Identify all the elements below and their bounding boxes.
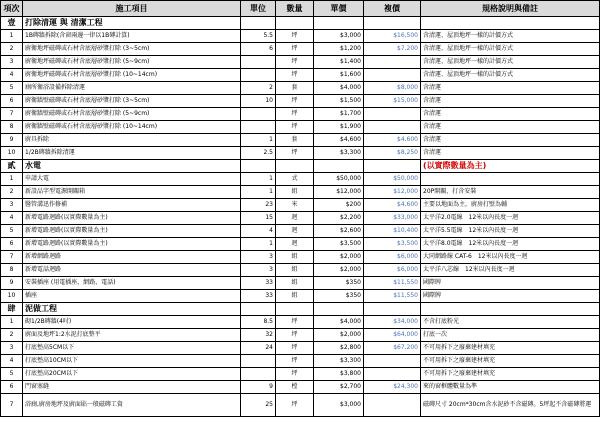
unit-cell: 2: [241, 82, 276, 95]
unit-cell: [241, 368, 276, 381]
item-no-cell: 7: [1, 108, 23, 121]
total-price-cell: $3,500: [364, 238, 421, 251]
unit-price-cell: $1,400: [314, 56, 364, 69]
empty-cell: [314, 160, 364, 173]
quantity-cell: 坪: [276, 355, 314, 368]
item-name-cell: 新設品字型電源開關箱: [23, 186, 241, 199]
remark-cell: 來的窗框體數量為準: [421, 381, 600, 394]
unit-cell: 3: [241, 264, 276, 277]
total-price-cell: [364, 368, 421, 381]
item-no-cell: 5: [1, 368, 23, 381]
unit-price-cell: $1,500: [314, 95, 364, 108]
item-name-cell: 打底墊高20CM以下: [23, 368, 241, 381]
item-no-cell: 1: [1, 173, 23, 186]
table-row: [1, 251, 600, 264]
section-title: 打除清運 與 清潔工程: [23, 17, 241, 30]
total-price-cell: [364, 108, 421, 121]
item-name-cell: 砌1/2B磚牆(4吋): [23, 316, 241, 329]
item-no-cell: 5: [1, 225, 23, 238]
total-price-cell: $67,200: [364, 342, 421, 355]
table-row: [1, 30, 600, 43]
section-title: 水電: [23, 160, 241, 173]
item-no-cell: 8: [1, 264, 23, 277]
total-price-cell: $8,250: [364, 147, 421, 160]
table-row: [1, 368, 600, 381]
empty-cell: [364, 160, 421, 173]
unit-price-cell: $1,600: [314, 69, 364, 82]
empty-cell: [241, 160, 276, 173]
item-no-cell: 3: [1, 342, 23, 355]
total-price-cell: $4,600: [364, 134, 421, 147]
item-no-cell: 4: [1, 69, 23, 82]
remark-cell: 20P開關、打含安裝: [421, 186, 600, 199]
total-price-cell: $16,500: [364, 30, 421, 43]
item-no-cell: 1: [1, 30, 23, 43]
quantity-cell: 迴: [276, 238, 314, 251]
table-row: [1, 277, 600, 290]
remark-cell: 含清運: [421, 82, 600, 95]
unit-cell: [241, 56, 276, 69]
unit-price-cell: $2,800: [314, 342, 364, 355]
item-name-cell: 打底墊高5CM以下: [23, 342, 241, 355]
unit-price-cell: $3,000: [314, 30, 364, 43]
quantity-cell: 坪: [276, 368, 314, 381]
section-note: [421, 303, 600, 316]
quantity-cell: 組: [276, 264, 314, 277]
table-row: [1, 290, 600, 303]
remark-cell: 含清運: [421, 147, 600, 160]
item-no-cell: 6: [1, 238, 23, 251]
total-price-cell: $34,000: [364, 316, 421, 329]
quantity-cell: 坪: [276, 56, 314, 69]
unit-price-cell: $50,000: [314, 173, 364, 186]
item-no-cell: 2: [1, 329, 23, 342]
total-price-cell: $7,200: [364, 43, 421, 56]
item-no-cell: 6: [1, 95, 23, 108]
remark-cell: 含清運: [421, 121, 600, 134]
unit-cell: 3: [241, 251, 276, 264]
item-name-cell: 廚衛地坪磁磚或石材含底層砂漿打除 (5~9cm): [23, 56, 241, 69]
total-price-cell: $24,300: [364, 381, 421, 394]
unit-cell: 23: [241, 199, 276, 212]
unit-price-cell: $3,300: [314, 355, 364, 368]
table-row: [1, 394, 600, 417]
unit-cell: 5.5: [241, 30, 276, 43]
header-cell: 數量: [276, 1, 314, 17]
unit-price-cell: $2,000: [314, 329, 364, 342]
empty-cell: [276, 160, 314, 173]
unit-price-cell: $1,900: [314, 121, 364, 134]
item-no-cell: 4: [1, 355, 23, 368]
remark-cell: 國際牌: [421, 290, 600, 303]
table-row: [1, 355, 600, 368]
item-name-cell: 廁所衛浴設備拆除清運: [23, 82, 241, 95]
item-name-cell: 新增電話迴路: [23, 264, 241, 277]
quantity-cell: 坪: [276, 329, 314, 342]
quantity-cell: 樘: [276, 381, 314, 394]
remark-cell: 太平洋八芯線 12米以內長度一迴: [421, 264, 600, 277]
table-row: [1, 342, 600, 355]
remark-cell: 太平洋5.5電線 12米以內長度一迴: [421, 225, 600, 238]
quantity-cell: 坪: [276, 43, 314, 56]
unit-price-cell: $2,600: [314, 225, 364, 238]
total-price-cell: $64,000: [364, 329, 421, 342]
item-name-cell: 新增電路迴路(以實際數量為主): [23, 225, 241, 238]
unit-cell: [241, 69, 276, 82]
item-name-cell: 插座: [23, 290, 241, 303]
unit-price-cell: $3,000: [314, 394, 364, 417]
quantity-cell: 坪: [276, 316, 314, 329]
total-price-cell: $10,400: [364, 225, 421, 238]
unit-cell: 1: [241, 238, 276, 251]
unit-cell: 2.5: [241, 147, 276, 160]
unit-cell: [241, 108, 276, 121]
empty-cell: [276, 17, 314, 30]
unit-cell: 9: [241, 381, 276, 394]
quantity-cell: 坪: [276, 69, 314, 82]
total-price-cell: $6,000: [364, 264, 421, 277]
unit-price-cell: $200: [314, 199, 364, 212]
quantity-cell: 坪: [276, 95, 314, 108]
header-row: [1, 1, 600, 17]
table-row: [1, 173, 600, 186]
item-no-cell: 3: [1, 56, 23, 69]
table-row: [1, 43, 600, 56]
header-cell: 單位: [241, 1, 276, 17]
unit-price-cell: $12,000: [314, 186, 364, 199]
section-header-row: [1, 17, 600, 30]
table-row: [1, 264, 600, 277]
total-price-cell: $50,000: [364, 173, 421, 186]
table-row: [1, 121, 600, 134]
item-no-cell: 10: [1, 147, 23, 160]
remark-cell: 不可用拆下之廢棄建材填充: [421, 342, 600, 355]
table-row: [1, 381, 600, 394]
unit-price-cell: $4,600: [314, 134, 364, 147]
total-price-cell: [364, 355, 421, 368]
table-row: [1, 56, 600, 69]
quantity-cell: 坪: [276, 121, 314, 134]
table-row: [1, 69, 600, 82]
remark-cell: 含清運、屋頂地坪一樣的計價方式: [421, 69, 600, 82]
remark-cell: 太平洋2.0電線 12米以內長度一迴: [421, 212, 600, 225]
header-cell: 複價: [364, 1, 421, 17]
quantity-cell: 坪: [276, 108, 314, 121]
unit-cell: 1: [241, 173, 276, 186]
unit-price-cell: $2,200: [314, 212, 364, 225]
section-note: (以實際數量為主): [421, 160, 600, 173]
item-name-cell: 醫管溝迅作修補: [23, 199, 241, 212]
remark-cell: [421, 173, 600, 186]
header-cell: 規格說明與備註: [421, 1, 600, 17]
item-name-cell: 新增網路迴路: [23, 251, 241, 264]
item-no-cell: 6: [1, 381, 23, 394]
item-name-cell: 廚面及地坪1:2水泥打底整平: [23, 329, 241, 342]
item-name-cell: 廚具拆除: [23, 134, 241, 147]
quantity-cell: 組: [276, 277, 314, 290]
item-no-cell: 8: [1, 121, 23, 134]
quantity-cell: 坪: [276, 342, 314, 355]
unit-price-cell: $2,000: [314, 251, 364, 264]
unit-cell: 33: [241, 290, 276, 303]
item-no-cell: 10: [1, 290, 23, 303]
section-header-row: [1, 160, 600, 173]
unit-price-cell: $4,000: [314, 82, 364, 95]
unit-cell: 15: [241, 212, 276, 225]
total-price-cell: $11,550: [364, 277, 421, 290]
item-no-cell: 1: [1, 316, 23, 329]
quantity-cell: 組: [276, 290, 314, 303]
section-title: 泥做工程: [23, 303, 241, 316]
unit-cell: 24: [241, 342, 276, 355]
item-no-cell: 2: [1, 43, 23, 56]
remark-cell: 含清運、屋頂地坪一樣的計價方式: [421, 56, 600, 69]
item-name-cell: 1B磚牆拆除(含窗兩邊一律以1B磚計算): [23, 30, 241, 43]
item-no-cell: 7: [1, 394, 23, 417]
total-price-cell: [364, 69, 421, 82]
table-row: [1, 225, 600, 238]
quantity-cell: 組: [276, 251, 314, 264]
remark-cell: 主要以地面為主，廚房打壁為輔: [421, 199, 600, 212]
section-number: 貳: [1, 160, 23, 173]
unit-cell: 25: [241, 394, 276, 417]
item-name-cell: 門窗塞縫: [23, 381, 241, 394]
quantity-cell: 坪: [276, 30, 314, 43]
empty-cell: [276, 303, 314, 316]
section-note: [421, 17, 600, 30]
item-name-cell: 打底墊高10CM以下: [23, 355, 241, 368]
remark-cell: 不可用拆下之廢棄建材填充: [421, 368, 600, 381]
remark-cell: 含清運: [421, 95, 600, 108]
unit-price-cell: $3,800: [314, 368, 364, 381]
quantity-cell: 套: [276, 82, 314, 95]
item-no-cell: 9: [1, 277, 23, 290]
unit-price-cell: $2,700: [314, 381, 364, 394]
unit-cell: 1: [241, 134, 276, 147]
table-row: [1, 212, 600, 225]
total-price-cell: $4,600: [364, 199, 421, 212]
table-row: [1, 186, 600, 199]
table-row: [1, 238, 600, 251]
item-name-cell: 廚衛地坪磁磚或石材含底層砂漿打除 (3~5cm): [23, 43, 241, 56]
quantity-cell: 套: [276, 134, 314, 147]
quantity-cell: 坪: [276, 394, 314, 417]
total-price-cell: $6,000: [364, 251, 421, 264]
total-price-cell: [364, 394, 421, 417]
quantity-cell: 迴: [276, 225, 314, 238]
table-row: [1, 95, 600, 108]
remark-cell: 打底一次: [421, 329, 600, 342]
unit-cell: 6: [241, 43, 276, 56]
remark-cell: 大同網路線 CAT-6 12米以內長度一迴: [421, 251, 600, 264]
unit-cell: 4: [241, 225, 276, 238]
remark-cell: 含清運: [421, 108, 600, 121]
table-row: [1, 108, 600, 121]
item-name-cell: 新增電路迴路(以實際數量為主): [23, 212, 241, 225]
remark-cell: 不可用拆下之廢棄建材填充: [421, 355, 600, 368]
unit-price-cell: $1,700: [314, 108, 364, 121]
item-name-cell: 安裝插座 (用電插座、網路、電話): [23, 277, 241, 290]
quantity-cell: 迴: [276, 212, 314, 225]
quantity-cell: 坪: [276, 147, 314, 160]
quantity-cell: 米: [276, 199, 314, 212]
section-number: 肆: [1, 303, 23, 316]
total-price-cell: $12,000: [364, 186, 421, 199]
quantity-cell: 式: [276, 173, 314, 186]
header-cell: 單價: [314, 1, 364, 17]
table-row: [1, 329, 600, 342]
item-name-cell: 廚衛牆壁磁磚或石材含底層砂漿打除 (5~9cm): [23, 108, 241, 121]
remark-cell: 磁磚尺寸 20cm*30cm含水泥砂不含磁磚。5坪起不含磁磚將運: [421, 394, 600, 417]
item-no-cell: 2: [1, 186, 23, 199]
unit-price-cell: $350: [314, 290, 364, 303]
item-name-cell: 新增電路迴路(以實際數量為主): [23, 238, 241, 251]
unit-price-cell: $3,300: [314, 147, 364, 160]
header-cell: 施工項目: [23, 1, 241, 17]
unit-cell: [241, 355, 276, 368]
item-name-cell: 浴廁,廚房地坪及廚面貼一般磁磚工資: [23, 394, 241, 417]
item-no-cell: 4: [1, 212, 23, 225]
unit-cell: [241, 121, 276, 134]
unit-cell: 1: [241, 186, 276, 199]
remark-cell: 不含打底粉光: [421, 316, 600, 329]
unit-price-cell: $2,000: [314, 264, 364, 277]
remark-cell: 含清運: [421, 134, 600, 147]
empty-cell: [314, 17, 364, 30]
total-price-cell: [364, 121, 421, 134]
quantity-cell: 組: [276, 186, 314, 199]
remark-cell: 含清運、屋頂地坪一樣的計價方式: [421, 43, 600, 56]
unit-price-cell: $350: [314, 277, 364, 290]
remark-cell: 太平洋8.0電線 12米以內長度一迴: [421, 238, 600, 251]
unit-cell: 32: [241, 329, 276, 342]
item-no-cell: 3: [1, 199, 23, 212]
section-number: 壹: [1, 17, 23, 30]
unit-cell: 33: [241, 277, 276, 290]
table-row: [1, 82, 600, 95]
item-name-cell: 申請大電: [23, 173, 241, 186]
item-name-cell: 1/2B磚牆拆除清運: [23, 147, 241, 160]
item-name-cell: 廚衛牆壁磁磚或石材含底層砂漿打除 (10~14cm): [23, 121, 241, 134]
item-no-cell: 7: [1, 251, 23, 264]
unit-cell: 8.5: [241, 316, 276, 329]
item-name-cell: 廚衛牆壁磁磚或石材含底層砂漿打除 (3~5cm): [23, 95, 241, 108]
total-price-cell: $33,000: [364, 212, 421, 225]
total-price-cell: $15,000: [364, 95, 421, 108]
remark-cell: 含清運、屋頂地坪一樣的計價方式: [421, 30, 600, 43]
total-price-cell: $11,550: [364, 290, 421, 303]
item-name-cell: 廚衛地坪磁磚或石材含底層砂漿打除 (10~14cm): [23, 69, 241, 82]
empty-cell: [364, 303, 421, 316]
empty-cell: [241, 303, 276, 316]
table-row: [1, 134, 600, 147]
unit-price-cell: $3,500: [314, 238, 364, 251]
total-price-cell: [364, 56, 421, 69]
unit-price-cell: $4,000: [314, 316, 364, 329]
item-no-cell: 9: [1, 134, 23, 147]
header-cell: 項次: [1, 1, 23, 17]
unit-price-cell: $1,200: [314, 43, 364, 56]
empty-cell: [314, 303, 364, 316]
table-row: [1, 199, 600, 212]
empty-cell: [364, 17, 421, 30]
total-price-cell: $8,000: [364, 82, 421, 95]
table-row: [1, 147, 600, 160]
section-header-row: [1, 303, 600, 316]
unit-cell: 10: [241, 95, 276, 108]
empty-cell: [241, 17, 276, 30]
remark-cell: 國際牌: [421, 277, 600, 290]
item-no-cell: 5: [1, 82, 23, 95]
table-row: [1, 316, 600, 329]
